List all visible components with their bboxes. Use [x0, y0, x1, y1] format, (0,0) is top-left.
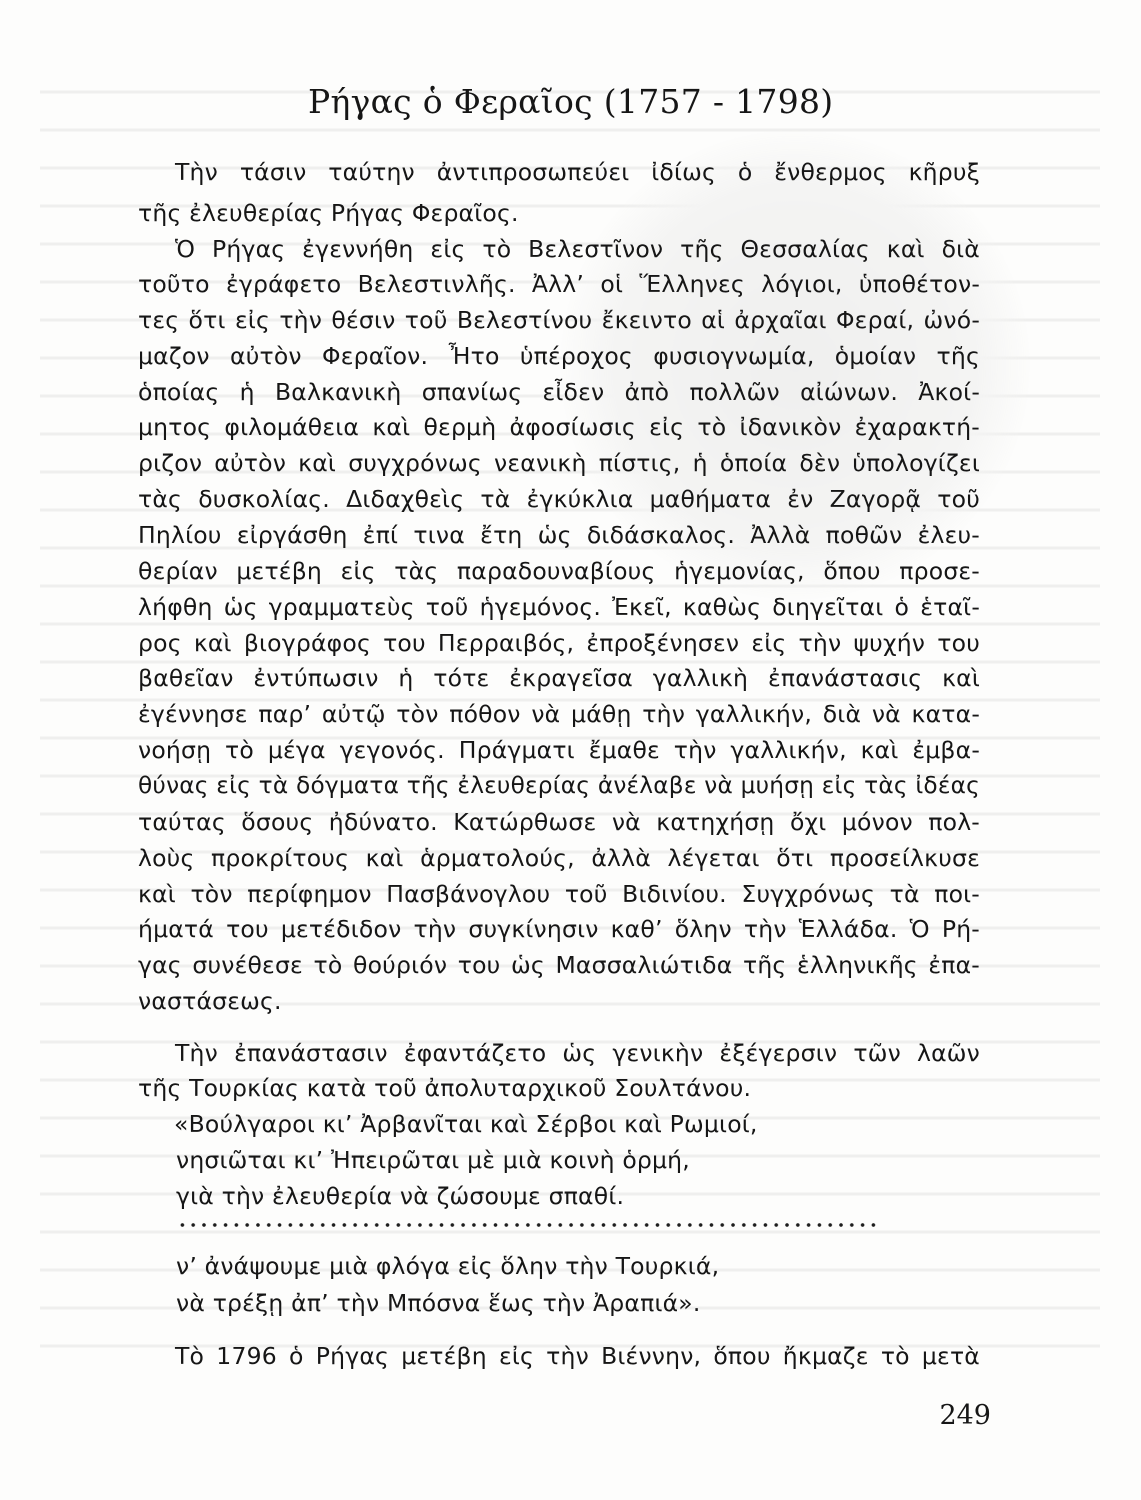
- poem-line: νησιῶται κι’ Ἠπειρῶται μὲ μιὰ κοινὴ ὁρμή,: [176, 1146, 690, 1174]
- text-line: τῆς Τουρκίας κατὰ τοῦ ἀπολυταρχικοῦ Σουλτάνου.: [138, 1074, 752, 1102]
- text-line: λήφθη ὡς γραμματεὺς τοῦ ἡγεμόνος. Ἐκεῖ, καθὼς διηγεῖται ὁ ἑταῖ-: [138, 593, 980, 621]
- poem-line: «Βούλγαροι κι’ Ἀρβανῖται καὶ Σέρβοι καὶ Ρωμιοί,: [174, 1110, 758, 1138]
- page-number: 249: [939, 1400, 991, 1431]
- text-line: βαθεῖαν ἐντύπωσιν ἡ τότε ἐκραγεῖσα γαλλικὴ ἐπανάστασις καὶ: [138, 664, 980, 692]
- text-line: Τὸ 1796 ὁ Ρήγας μετέβη εἰς τὴν Βιέννην, ὅπου ἤκμαζε τὸ μετὰ: [175, 1342, 980, 1370]
- chapter-title: Ρήγας ὁ Φεραῖος (1757 - 1798): [308, 82, 834, 121]
- poem-line: νὰ τρέξῃ ἀπ’ τὴν Μπόσνα ἕως τὴν Ἀραπιά».: [176, 1289, 701, 1317]
- text-line: μαζον αὐτὸν Φεραῖον. Ἦτο ὑπέροχος φυσιογνωμία, ὁμοίαν τῆς: [138, 342, 980, 370]
- text-line: ταύτας ὅσους ἠδύνατο. Κατώρθωσε νὰ κατηχήσῃ ὄχι μόνον πολ-: [138, 808, 980, 836]
- text-line: τῆς ἐλευθερίας Ρήγας Φεραῖος.: [138, 199, 519, 227]
- text-line: ἐγέννησε παρ’ αὐτῷ τὸν πόθον νὰ μάθῃ τὴν γαλλικήν, διὰ νὰ κατα-: [138, 700, 980, 728]
- text-line: γας συνέθεσε τὸ θούριόν του ὡς Μασσαλιώτιδα τῆς ἑλληνικῆς ἐπα-: [138, 951, 980, 979]
- text-line: θερίαν μετέβη εἰς τὰς παραδουναβίους ἡγεμονίας, ὅπου προσε-: [138, 557, 980, 585]
- text-line: καὶ τὸν περίφημον Πασβάνογλου τοῦ Βιδινίου. Συγχρόνως τὰ ποι-: [138, 880, 980, 908]
- poem-line: ν’ ἀνάψουμε μιὰ φλόγα εἰς ὅλην τὴν Τουρκιά,: [176, 1252, 720, 1280]
- text-line: τες ὅτι εἰς τὴν θέσιν τοῦ Βελεστίνου ἔκειντο αἱ ἀρχαῖαι Φεραί, ὠνό-: [138, 306, 980, 334]
- text-line: ήματά του μετέδιδον τὴν συγκίνησιν καθ’ ὅλην τὴν Ἑλλάδα. Ὁ Ρή-: [138, 915, 980, 943]
- text-line: Τὴν τάσιν ταύτην ἀντιπροσωπεύει ἰδίως ὁ ἔνθερμος κῆρυξ: [175, 158, 980, 186]
- ellipsis-dot-leader: [177, 1222, 879, 1228]
- text-line: Τὴν ἐπανάστασιν ἐφαντάζετο ὡς γενικὴν ἐξέγερσιν τῶν λαῶν: [175, 1039, 980, 1067]
- text-line: λοὺς προκρίτους καὶ ἁρματολούς, ἀλλὰ λέγεται ὅτι προσείλκυσε: [138, 844, 980, 872]
- text-line: ρος καὶ βιογράφος του Περραιβός, ἐπροξένησεν εἰς τὴν ψυχήν του: [138, 629, 980, 657]
- text-line: ὁποίας ἡ Βαλκανικὴ σπανίως εἶδεν ἀπὸ πολλῶν αἰώνων. Ἀκοί-: [138, 378, 980, 406]
- text-line: ναστάσεως.: [138, 987, 282, 1015]
- text-line: ριζον αὐτὸν καὶ συγχρόνως νεανικὴ πίστις, ἡ ὁποία δὲν ὑπολογίζει: [138, 449, 980, 477]
- text-line: Ὁ Ρήγας ἐγεννήθη εἰς τὸ Βελεστῖνον τῆς Θεσσαλίας καὶ διὰ: [175, 235, 980, 263]
- text-line: τὰς δυσκολίας. Διδαχθεὶς τὰ ἐγκύκλια μαθήματα ἐν Ζαγορᾷ τοῦ: [138, 485, 980, 513]
- text-line: τοῦτο ἐγράφετο Βελεστινλῆς. Ἀλλ’ οἱ Ἕλληνες λόγιοι, ὑποθέτον-: [138, 270, 980, 298]
- text-line: Πηλίου εἰργάσθη ἐπί τινα ἔτη ὡς διδάσκαλος. Ἀλλὰ ποθῶν ἐλευ-: [138, 521, 980, 549]
- poem-line: γιὰ τὴν ἐλευθερία νὰ ζώσουμε σπαθί.: [176, 1182, 625, 1210]
- text-line: μητος φιλομάθεια καὶ θερμὴ ἀφοσίωσις εἰς τὸ ἰδανικὸν ἐχαρακτή-: [138, 413, 980, 441]
- text-line: θύνας εἰς τὰ δόγματα τῆς ἐλευθερίας ἀνέλαβε νὰ μυήσῃ εἰς τὰς ἰδέας: [138, 772, 980, 799]
- text-line: νοήσῃ τὸ μέγα γεγονός. Πράγματι ἔμαθε τὴν γαλλικήν, καὶ ἐμβα-: [138, 736, 980, 764]
